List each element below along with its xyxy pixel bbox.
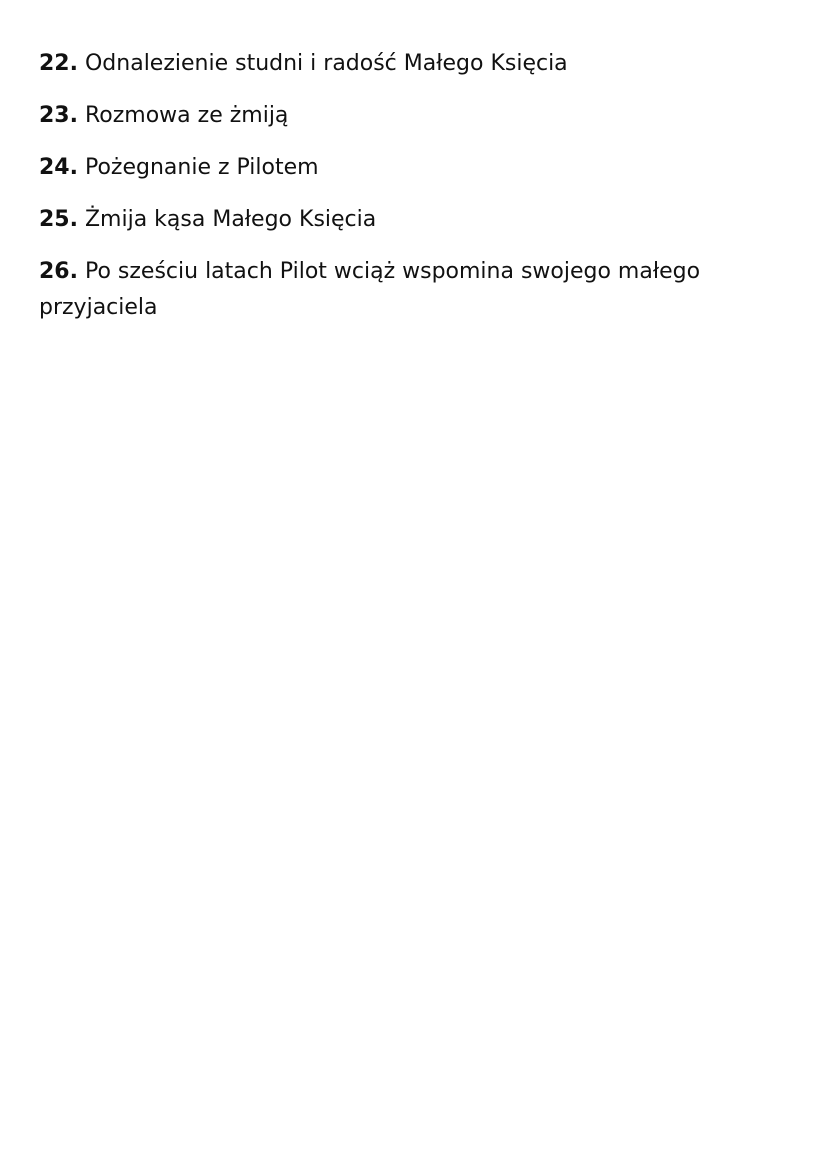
item-text: Odnalezienie studni i radość Małego Księcia	[84, 51, 568, 76]
plot-outline-list	[39, 46, 759, 342]
item-text: Żmija kąsa Małego Księcia	[84, 207, 377, 232]
item-number: 23.	[39, 103, 78, 128]
item-number: 24.	[39, 155, 78, 180]
item-number: 25.	[39, 207, 78, 232]
outline-item-25	[39, 202, 759, 238]
item-text: Pożegnanie z Pilotem	[84, 155, 319, 180]
outline-item-22	[39, 46, 759, 82]
outline-item-23	[39, 98, 759, 134]
outline-item-24	[39, 150, 759, 186]
item-number: 26.	[39, 259, 78, 284]
item-text: Rozmowa ze żmiją	[84, 103, 289, 128]
item-number: 22.	[39, 51, 78, 76]
item-text: Po sześciu latach Pilot wciąż wspomina swojego małego przyjaciela	[39, 259, 701, 320]
outline-item-26	[39, 254, 759, 326]
